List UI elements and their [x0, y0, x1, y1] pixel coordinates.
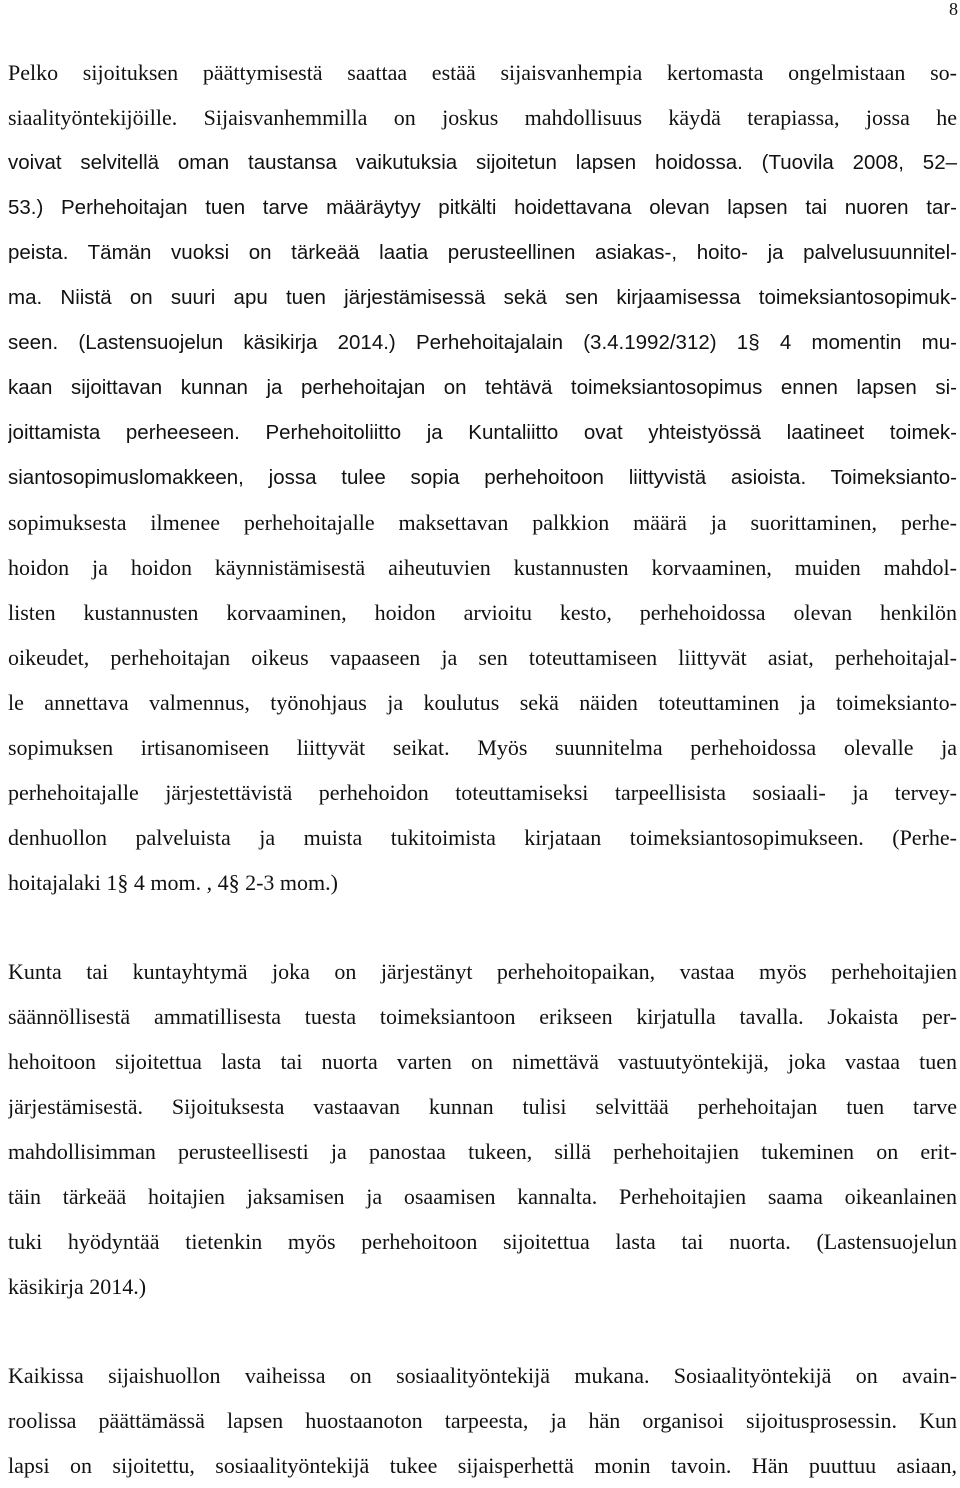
- text-line: 53.) Perhehoitajan tuen tarve määräytyy pitkälti hoidettavana olevan lapsen tai nuoren tar-: [8, 196, 957, 219]
- text-line: sopimuksesta ilmenee perhehoitajalle maksettavan palkkion määrä ja suorittaminen, perhe-: [8, 510, 957, 535]
- text-line: täin tärkeää hoitajien jaksamisen ja osaamisen kannalta. Perhehoitajien saama oikeanlainen: [8, 1184, 957, 1209]
- text-line: voivat selvitellä oman taustansa vaikutuksia sijoitetun lapsen hoidossa. (Tuovila 2008, 52–: [8, 151, 957, 174]
- text-line: roolissa päättämässä lapsen huostaanoton tarpeesta, ja hän organisoi sijoitusprosessin. Kun: [8, 1408, 957, 1433]
- text-line: Kunta tai kuntayhtymä joka on järjestänyt perhehoitopaikan, vastaa myös perhehoitajien: [8, 959, 957, 984]
- text-line: järjestämisestä. Sijoituksesta vastaavan kunnan tulisi selvittää perhehoitajan tuen tarve: [8, 1094, 957, 1119]
- text-line: hehoitoon sijoitettua lasta tai nuorta varten on nimettävä vastuutyöntekijä, joka vastaa tuen: [8, 1049, 957, 1074]
- text-line: denhuollon palveluista ja muista tukitoimista kirjataan toimeksiantosopimukseen. (Perhe-: [8, 825, 957, 850]
- text-line: siantosopimuslomakkeen, jossa tulee sopia perhehoitoon liittyvistä asioista. Toimeksianto-: [8, 466, 957, 489]
- text-line: Kaikissa sijaishuollon vaiheissa on sosiaalityöntekijä mukana. Sosiaalityöntekijä on avain-: [8, 1363, 957, 1388]
- text-line: Pelko sijoituksen päättymisestä saattaa estää sijaisvanhempia kertomasta ongelmistaan so-: [8, 60, 957, 85]
- text-line: sopimuksen irtisanomiseen liittyvät seikat. Myös suunnitelma perhehoidossa olevalle ja: [8, 735, 957, 760]
- text-line: käsikirja 2014.): [8, 1274, 147, 1299]
- paragraph-gap: [8, 1309, 957, 1353]
- text-line: ma. Niistä on suuri apu tuen järjestämisessä sekä sen kirjaamisessa toimeksiantosopimuk-: [8, 286, 957, 309]
- text-line: seen. (Lastensuojelun käsikirja 2014.) Perhehoitajalain (3.4.1992/312) 1§ 4 momentin mu-: [8, 331, 957, 354]
- paragraph-gap: [8, 905, 957, 949]
- text-line: le annettava valmennus, työnohjaus ja koulutus sekä näiden toteuttaminen ja toimeksianto-: [8, 690, 957, 715]
- text-line: hoitajalaki 1§ 4 mom. , 4§ 2-3 mom.): [8, 870, 338, 895]
- page-number: 8: [949, 0, 958, 19]
- text-line: perhehoitajalle järjestettävistä perhehoidon toteuttamiseksi tarpeellisista sosiaali- ja tervey-: [8, 780, 957, 805]
- text-line: siaalityöntekijöille. Sijaisvanhemmilla on joskus mahdollisuus käydä terapiassa, jossa he: [8, 105, 957, 130]
- text-line: lapsi on sijoitettu, sosiaalityöntekijä tukee sijaisperhettä monin tavoin. Hän puuttuu asiaan,: [8, 1453, 957, 1478]
- text-line: hoidon ja hoidon käynnistämisestä aiheutuvien kustannusten korvaaminen, muiden mahdol-: [8, 555, 957, 580]
- text-line: oikeudet, perhehoitajan oikeus vapaaseen ja sen toteuttamiseen liittyvät asiat, perhehoitajal-: [8, 645, 957, 670]
- text-line: peista. Tämän vuoksi on tärkeää laatia perusteellinen asiakas-, hoito- ja palvelusuunnitel-: [8, 241, 957, 264]
- text-line: säännöllisestä ammatillisesta tuesta toimeksiantoon erikseen kirjatulla tavalla. Jokaista per-: [8, 1004, 957, 1029]
- text-line: kaan sijoittavan kunnan ja perhehoitajan on tehtävä toimeksiantosopimus ennen lapsen si-: [8, 376, 957, 399]
- text-line: joittamista perheeseen. Perhehoitoliitto ja Kuntaliitto ovat yhteistyössä laatineet toimek-: [8, 421, 957, 444]
- text-line: listen kustannusten korvaaminen, hoidon arvioitu kesto, perhehoidossa olevan henkilön: [8, 600, 957, 625]
- text-line: mahdollisimman perusteellisesti ja panostaa tukeen, sillä perhehoitajien tukeminen on erit-: [8, 1139, 957, 1164]
- text-line: tuki hyödyntää tietenkin myös perhehoitoon sijoitettua lasta tai nuorta. (Lastensuojelun: [8, 1229, 957, 1254]
- body-text: [8, 50, 957, 1488]
